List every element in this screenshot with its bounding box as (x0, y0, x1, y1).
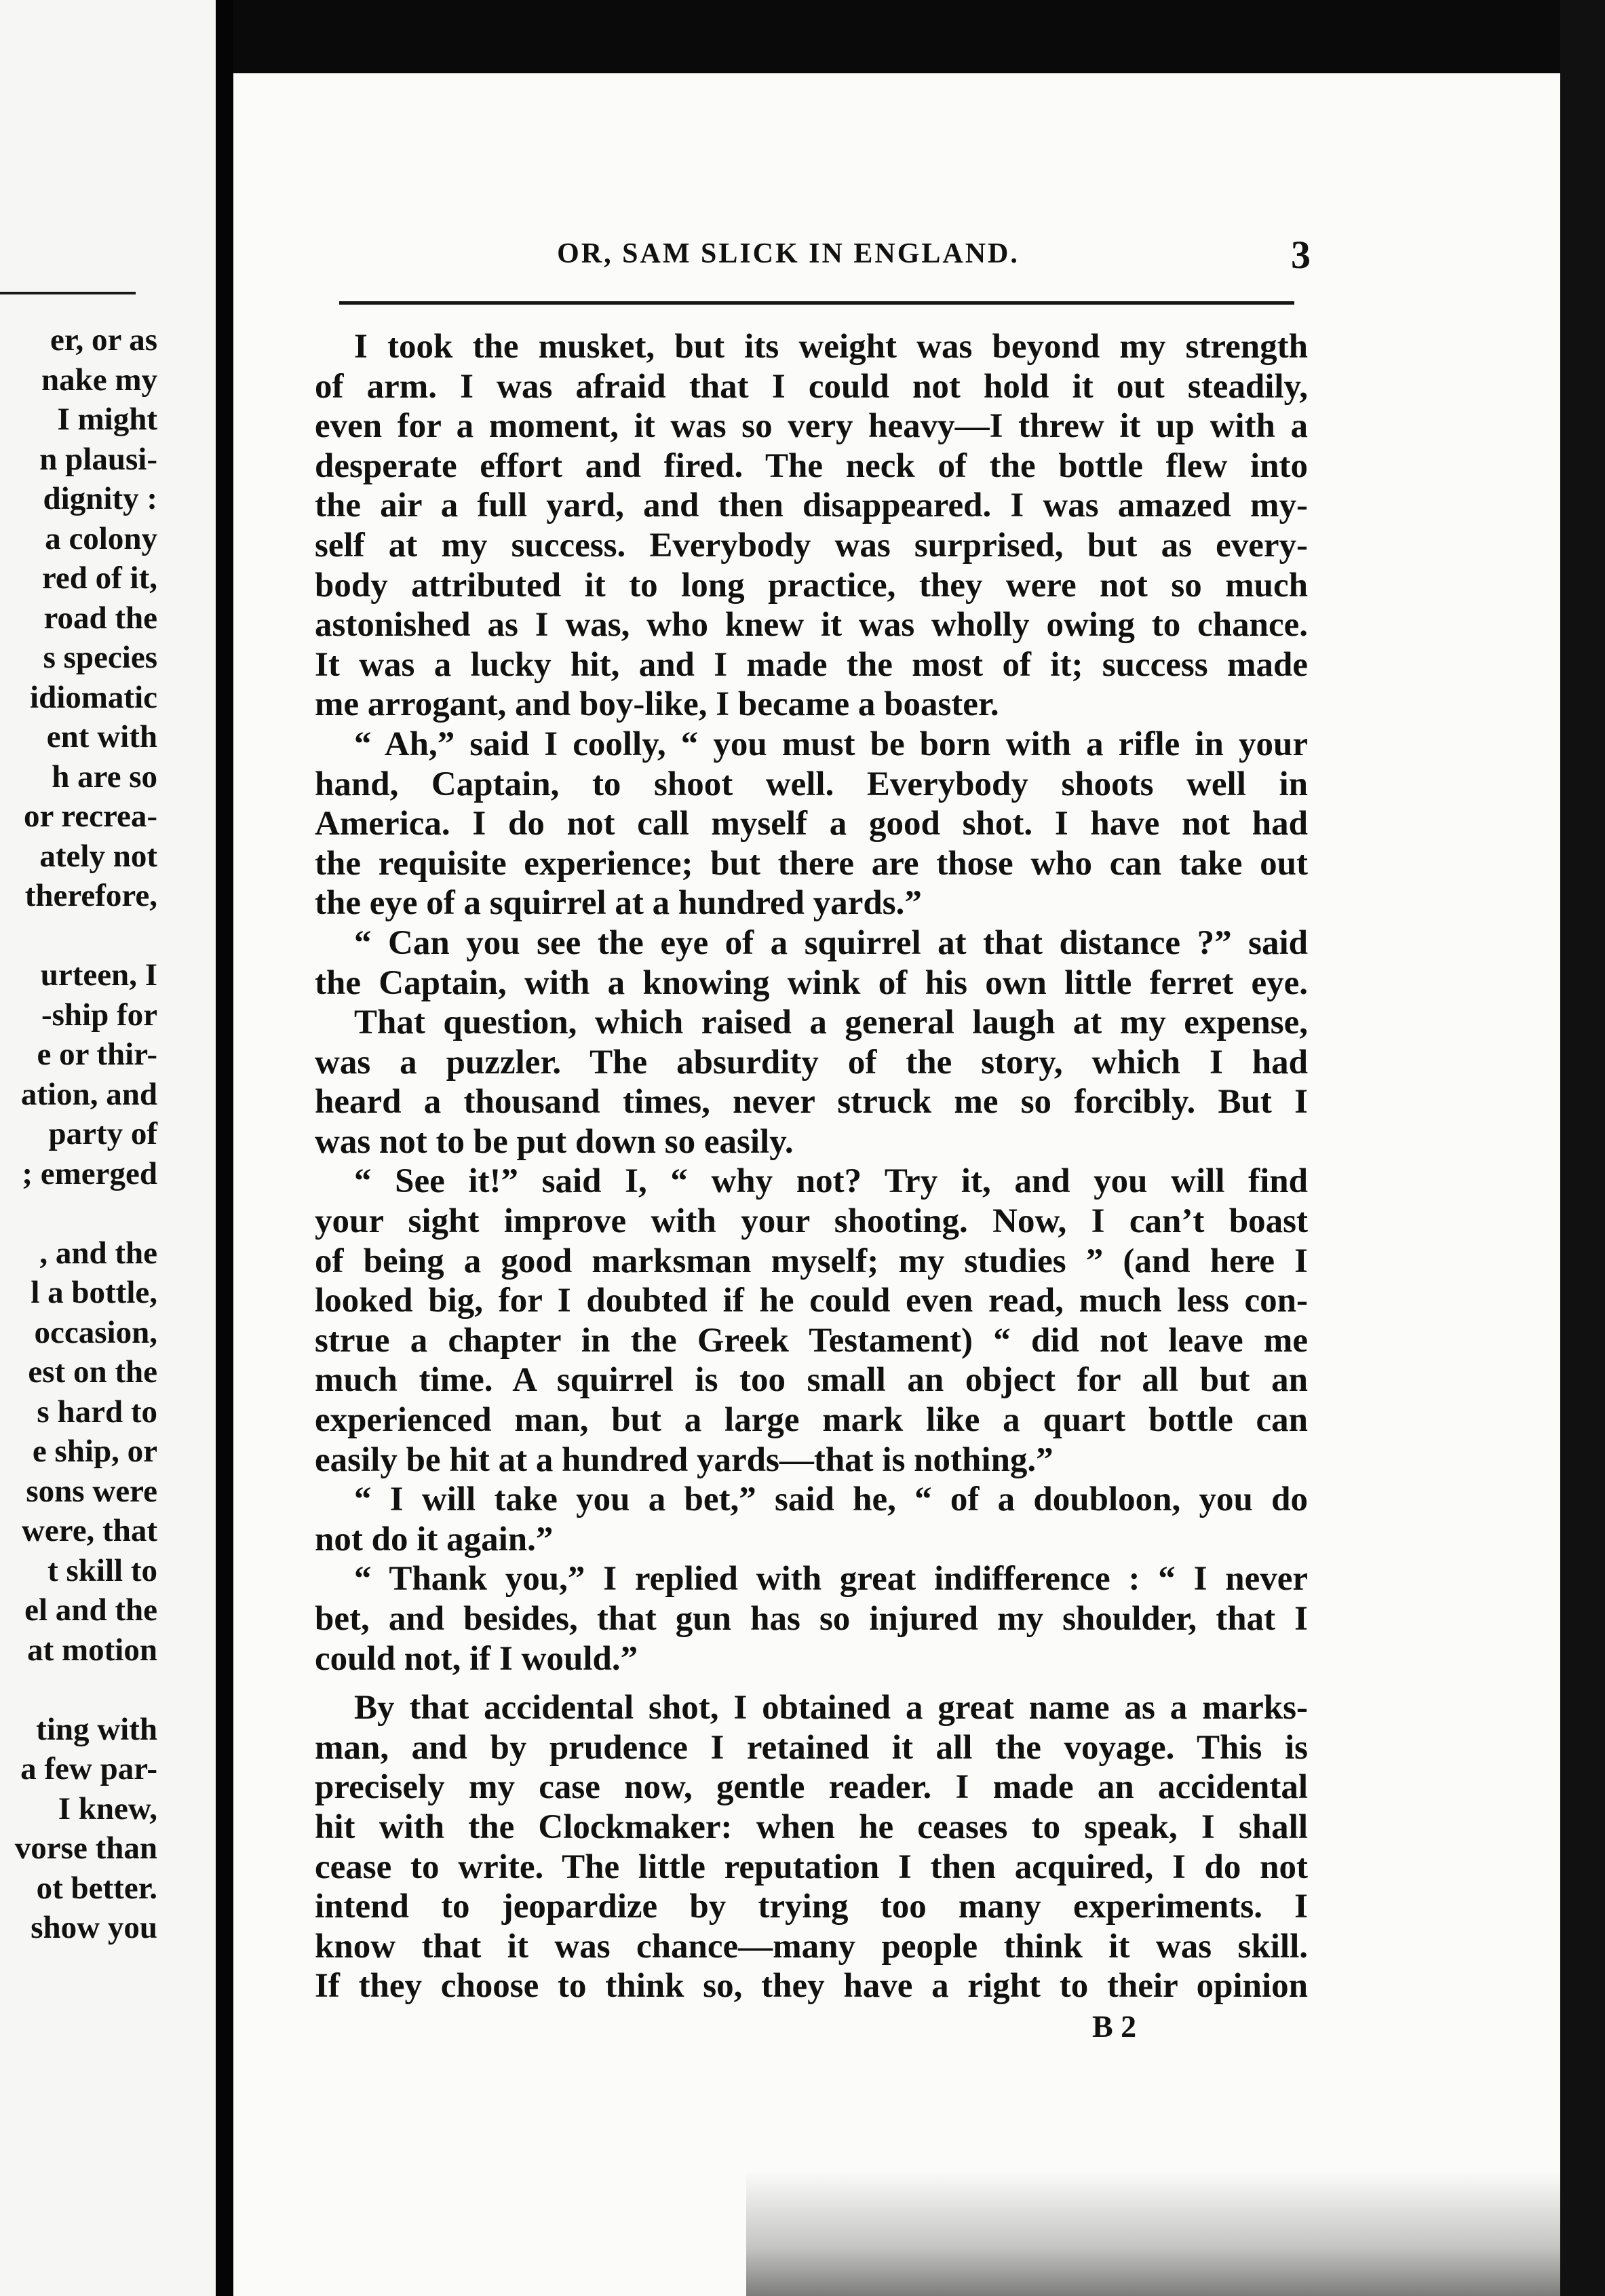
left-text-line: nake my (41, 362, 157, 398)
left-text-line: a few par- (20, 1751, 157, 1786)
page-edge-shadow (1560, 0, 1605, 2296)
text-line: That question, which raised a general laugh at my expense, (354, 1003, 1308, 1042)
left-text-line: I knew, (58, 1791, 157, 1826)
page-number: 3 (1291, 233, 1311, 277)
text-line: intend to jeopardize by trying too many experiments. I (315, 1888, 1308, 1926)
text-line: of arm. I was afraid that I could not hold it out steadily, (315, 367, 1308, 406)
text-line: the requisite experience; but there are those who can take out (315, 844, 1308, 883)
left-text-line: est on the (28, 1354, 157, 1390)
text-line: the eye of a squirrel at a hundred yards.” (315, 884, 922, 923)
text-line: the Captain, with a knowing wink of his own little ferret eye. (315, 963, 1308, 1002)
text-line: know that it was chance—many people think it was skill. (315, 1927, 1308, 1966)
left-text-line: ot better. (36, 1870, 157, 1906)
left-text-line: idiomatic (30, 679, 157, 715)
signature-mark: B 2 (1092, 2009, 1137, 2044)
text-line: “ I will take you a bet,” said he, “ of a doubloon, you do (354, 1480, 1308, 1519)
text-line: body attributed it to long practice, they were not so much (315, 566, 1308, 605)
left-text-line: show you (31, 1910, 157, 1945)
text-line: precisely my case now, gentle reader. I made an accidental (315, 1768, 1308, 1807)
text-line: man, and by prudence I retained it all the voyage. This is (315, 1728, 1308, 1767)
left-text-line: n plausi- (39, 441, 157, 477)
left-text-line: l a bottle, (31, 1275, 157, 1310)
left-text-line: e or thir- (37, 1037, 157, 1072)
left-text-line: el and the (24, 1592, 157, 1628)
text-line: easily be hit at a hundred yards—that is nothing.” (315, 1440, 1053, 1479)
text-line: astonished as I was, who knew it was wholly owing to chance. (315, 606, 1308, 645)
body-text (315, 327, 1308, 2006)
left-text-line: I might (57, 402, 157, 437)
text-line: By that accidental shot, I obtained a great name as a marks- (354, 1689, 1308, 1727)
text-line: was a puzzler. The absurdity of the story, which I had (315, 1043, 1308, 1082)
left-text-line: , and the (39, 1235, 157, 1271)
left-text-line: s hard to (37, 1394, 157, 1430)
header-rule (339, 301, 1294, 305)
page-bottom-shadow (746, 2171, 1560, 2296)
text-line: cease to write. The little reputation I then acquired, I do not (315, 1848, 1308, 1886)
left-text-line: -ship for (41, 997, 157, 1033)
left-text-line: occasion, (34, 1314, 157, 1350)
left-text-line: t skill to (47, 1552, 157, 1588)
left-text-line: ting with (36, 1711, 157, 1747)
text-line: “ Can you see the eye of a squirrel at that distance ?” said (354, 923, 1308, 962)
text-line: could not, if I would.” (315, 1639, 638, 1678)
text-line: looked big, for I doubted if he could even read, much less con- (315, 1282, 1308, 1320)
text-line: experienced man, but a large mark like a quart bottle can (315, 1401, 1308, 1440)
left-text-line: ation, and (20, 1076, 157, 1112)
left-text-line: urteen, I (40, 957, 157, 993)
left-text-line: h are so (52, 759, 157, 795)
text-line: America. I do not call myself a good shot. I have not had (315, 805, 1308, 843)
text-line: was not to be put down so easily. (315, 1122, 794, 1161)
paragraph-gap (315, 1679, 1308, 1688)
left-text-line: therefore, (24, 878, 157, 913)
text-line: If they choose to think so, they have a right to their opinion (315, 1967, 1308, 2006)
left-page (0, 0, 216, 2296)
left-text-line: e ship, or (32, 1434, 157, 1469)
text-line: of being a good marksman myself; my studies ” (and here I (315, 1242, 1308, 1280)
paragraph-gap (0, 1670, 157, 1710)
paragraph-gap (0, 1193, 157, 1233)
left-text-line: road the (43, 600, 157, 636)
text-line: desperate effort and fired. The neck of the bottle flew into (315, 446, 1308, 485)
left-text-line: er, or as (50, 322, 157, 358)
text-line: I took the musket, but its weight was beyond my strength (354, 328, 1308, 366)
left-text-line: red of it, (41, 560, 157, 596)
text-line: heard a thousand times, never struck me so forcibly. But I (315, 1083, 1308, 1122)
left-page-text (0, 320, 157, 1948)
paragraph-gap (0, 916, 157, 956)
text-line: strue a chapter in the Greek Testament) “ did not leave me (315, 1321, 1308, 1360)
text-line: bet, and besides, that gun has so injured my shoulder, that I (315, 1600, 1308, 1638)
left-text-line: sons were (26, 1473, 157, 1509)
left-text-line: or recrea- (23, 799, 157, 834)
text-line: “ Thank you,” I replied with great indifference : “ I never (354, 1560, 1308, 1599)
text-line: much time. A squirrel is too small an object for all but an (315, 1361, 1308, 1400)
text-line: “ Ah,” said I coolly, “ you must be born with a rifle in your (354, 725, 1308, 763)
book-gutter (216, 0, 233, 2296)
text-line: even for a moment, it was so very heavy—I threw it up with a (315, 407, 1308, 446)
running-head (313, 232, 1311, 280)
text-line: hit with the Clockmaker: when he ceases to speak, I shall (315, 1807, 1308, 1846)
left-text-line: ent with (46, 719, 157, 754)
text-line: “ See it!” said I, “ why not? Try it, and you will find (354, 1162, 1308, 1201)
running-title: OR, SAM SLICK IN ENGLAND. (557, 238, 1020, 269)
text-line: not do it again.” (315, 1520, 554, 1558)
left-text-line: vorse than (14, 1831, 157, 1866)
left-text-line: were, that (21, 1513, 157, 1548)
text-line: me arrogant, and boy-like, I became a boaster. (315, 685, 999, 724)
left-text-line: at motion (27, 1632, 157, 1668)
left-text-line: s species (43, 640, 157, 675)
left-text-line: dignity : (43, 481, 157, 516)
text-line: self at my success. Everybody was surprised, but as every- (315, 526, 1308, 565)
left-text-line: ; emerged (22, 1155, 157, 1191)
text-line: It was a lucky hit, and I made the most of it; success made (315, 645, 1308, 684)
left-text-line: a colony (45, 520, 157, 556)
left-text-line: party of (48, 1116, 157, 1151)
text-line: hand, Captain, to shoot well. Everybody shoots well in (315, 765, 1308, 803)
left-page-header-rule (0, 292, 136, 294)
left-text-line: ately not (39, 838, 157, 874)
text-line: the air a full yard, and then disappeared. I was amazed my- (315, 486, 1308, 525)
text-line: your sight improve with your shooting. Now, I can’t boast (315, 1202, 1308, 1241)
